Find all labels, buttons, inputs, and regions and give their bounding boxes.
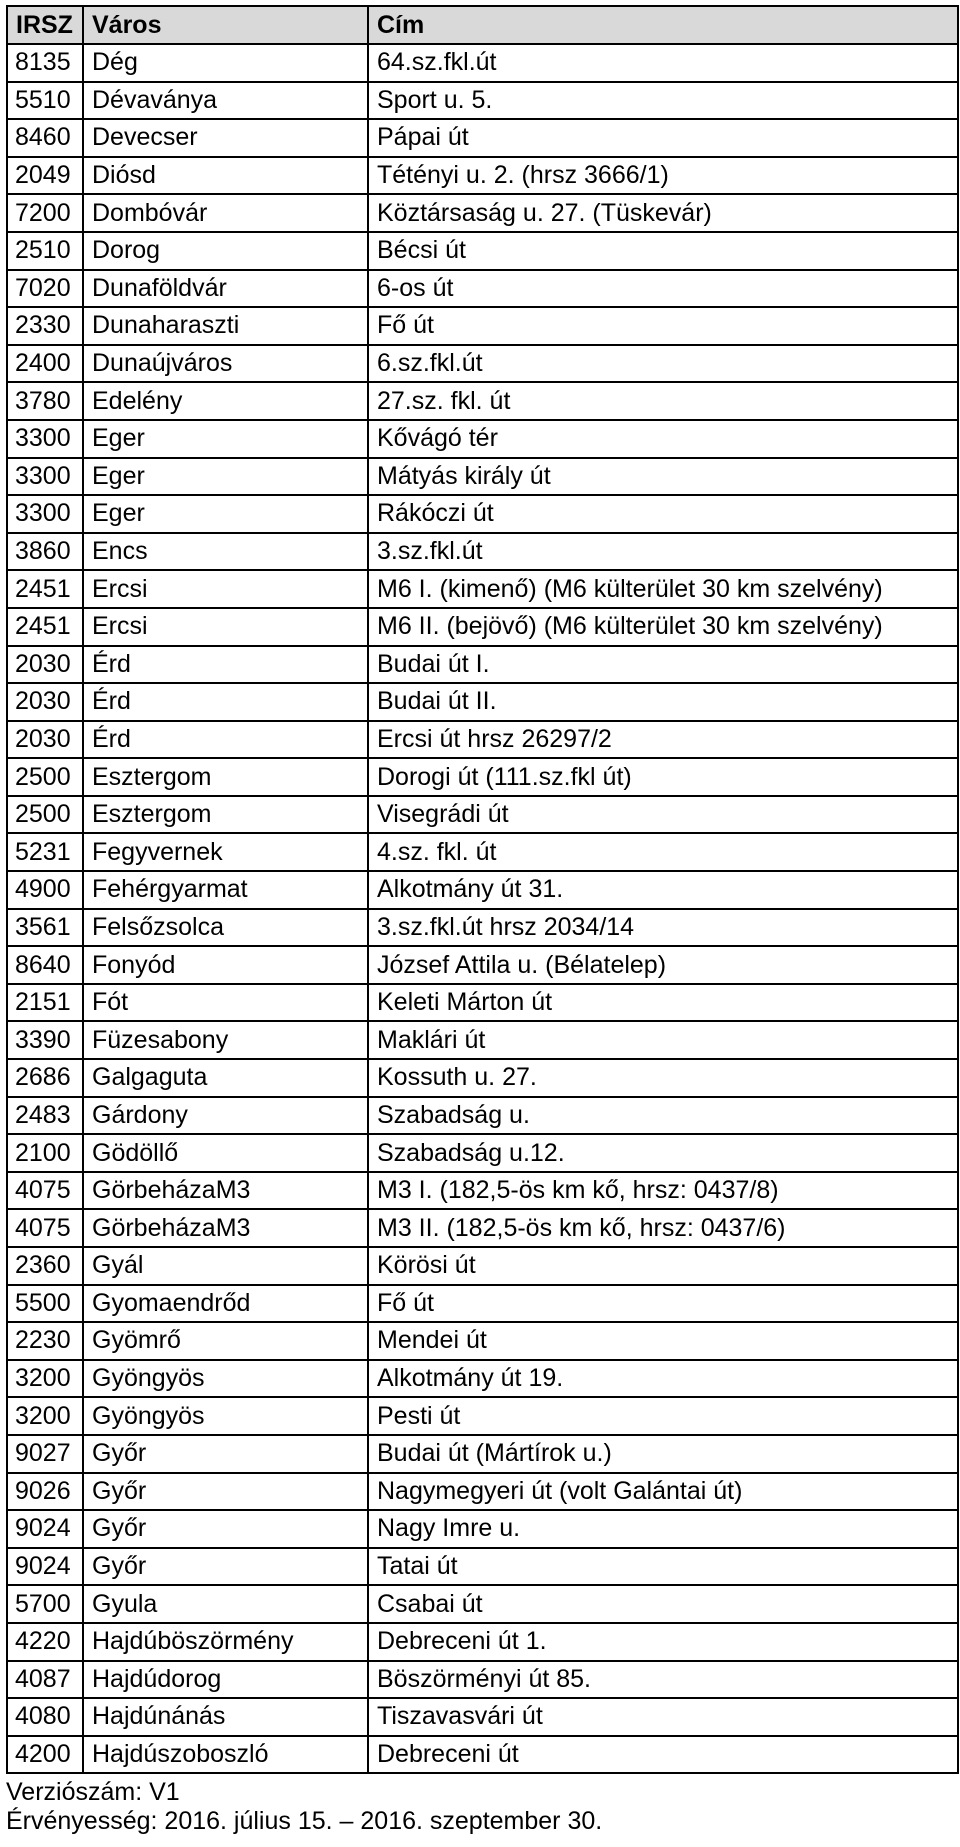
table-row xyxy=(7,1510,958,1548)
irsz-cell: 4075 xyxy=(7,1209,83,1247)
address-cell: Köztársaság u. 27. (Tüskevár) xyxy=(368,194,958,232)
table-row xyxy=(7,1397,958,1435)
city-cell: Fegyvernek xyxy=(83,833,368,871)
address-cell: Bécsi út xyxy=(368,232,958,270)
table-row xyxy=(7,1623,958,1661)
table-row xyxy=(7,1585,958,1623)
city-cell: Gyöngyös xyxy=(83,1360,368,1398)
city-cell: Dorog xyxy=(83,232,368,270)
table-row xyxy=(7,833,958,871)
table-row xyxy=(7,646,958,684)
header-city: Város xyxy=(83,6,368,44)
address-cell: 3.sz.fkl.út hrsz 2034/14 xyxy=(368,909,958,947)
table-row xyxy=(7,721,958,759)
address-cell: Mátyás király út xyxy=(368,458,958,496)
city-cell: Fehérgyarmat xyxy=(83,871,368,909)
irsz-cell: 3300 xyxy=(7,495,83,533)
address-cell: József Attila u. (Bélatelep) xyxy=(368,946,958,984)
table-row xyxy=(7,1097,958,1135)
city-cell: Dég xyxy=(83,44,368,82)
table-row xyxy=(7,1360,958,1398)
address-cell: Sport u. 5. xyxy=(368,82,958,120)
address-cell: M3 I. (182,5-ös km kő, hrsz: 0437/8) xyxy=(368,1172,958,1210)
city-cell: GörbeházaM3 xyxy=(83,1209,368,1247)
irsz-cell: 2151 xyxy=(7,984,83,1022)
irsz-cell: 4900 xyxy=(7,871,83,909)
irsz-cell: 2230 xyxy=(7,1322,83,1360)
address-cell: Budai út II. xyxy=(368,683,958,721)
table-row xyxy=(7,871,958,909)
city-cell: Fót xyxy=(83,984,368,1022)
irsz-cell: 3300 xyxy=(7,458,83,496)
address-cell: Keleti Márton út xyxy=(368,984,958,1022)
table-row xyxy=(7,1209,958,1247)
address-cell: Szabadság u.12. xyxy=(368,1134,958,1172)
city-cell: Dunaújváros xyxy=(83,345,368,383)
table-row xyxy=(7,1548,958,1586)
irsz-cell: 4080 xyxy=(7,1698,83,1736)
address-cell: M6 I. (kimenő) (M6 külterület 30 km szelvény) xyxy=(368,570,958,608)
table-row xyxy=(7,307,958,345)
address-cell: Böszörményi út 85. xyxy=(368,1661,958,1699)
irsz-cell: 3300 xyxy=(7,420,83,458)
city-cell: Eger xyxy=(83,495,368,533)
city-cell: Gyula xyxy=(83,1585,368,1623)
city-cell: Esztergom xyxy=(83,758,368,796)
city-cell: Esztergom xyxy=(83,796,368,834)
city-cell: Galgaguta xyxy=(83,1059,368,1097)
address-cell: 64.sz.fkl.út xyxy=(368,44,958,82)
city-cell: Eger xyxy=(83,420,368,458)
irsz-cell: 4087 xyxy=(7,1661,83,1699)
table-row xyxy=(7,1473,958,1511)
table-row xyxy=(7,533,958,571)
irsz-cell: 3561 xyxy=(7,909,83,947)
table-row xyxy=(7,909,958,947)
address-cell: Alkotmány út 19. xyxy=(368,1360,958,1398)
table-row xyxy=(7,232,958,270)
address-cell: 4.sz. fkl. út xyxy=(368,833,958,871)
table-row xyxy=(7,1172,958,1210)
address-cell: Budai út I. xyxy=(368,646,958,684)
table-row xyxy=(7,458,958,496)
address-cell: Csabai út xyxy=(368,1585,958,1623)
table-row xyxy=(7,82,958,120)
table-row xyxy=(7,157,958,195)
address-cell: Tiszavasvári út xyxy=(368,1698,958,1736)
irsz-cell: 5500 xyxy=(7,1285,83,1323)
table-row xyxy=(7,420,958,458)
table-row xyxy=(7,1247,958,1285)
address-cell: Kővágó tér xyxy=(368,420,958,458)
irsz-cell: 3200 xyxy=(7,1360,83,1398)
city-cell: Fonyód xyxy=(83,946,368,984)
address-cell: Ercsi út hrsz 26297/2 xyxy=(368,721,958,759)
address-cell: Szabadság u. xyxy=(368,1097,958,1135)
city-cell: Diósd xyxy=(83,157,368,195)
address-cell: Fő út xyxy=(368,1285,958,1323)
header-row xyxy=(7,6,958,44)
table-row xyxy=(7,495,958,533)
city-cell: Érd xyxy=(83,721,368,759)
header-address: Cím xyxy=(368,6,958,44)
city-cell: Dunaharaszti xyxy=(83,307,368,345)
irsz-cell: 2030 xyxy=(7,721,83,759)
table-row xyxy=(7,570,958,608)
irsz-cell: 7020 xyxy=(7,270,83,308)
irsz-cell: 9024 xyxy=(7,1510,83,1548)
city-cell: Dévaványa xyxy=(83,82,368,120)
address-cell: Debreceni út xyxy=(368,1736,958,1774)
address-cell: Pápai út xyxy=(368,119,958,157)
table-row xyxy=(7,1661,958,1699)
address-cell: Tatai út xyxy=(368,1548,958,1586)
city-cell: Hajdúböszörmény xyxy=(83,1623,368,1661)
address-cell: Rákóczi út xyxy=(368,495,958,533)
validity-label: Érvényesség: 2016. július 15. – 2016. szeptember 30. xyxy=(6,1807,603,1836)
address-cell: Nagy Imre u. xyxy=(368,1510,958,1548)
document xyxy=(6,5,957,1836)
irsz-cell: 4220 xyxy=(7,1623,83,1661)
irsz-cell: 2360 xyxy=(7,1247,83,1285)
irsz-cell: 5700 xyxy=(7,1585,83,1623)
city-cell: Hajdúszoboszló xyxy=(83,1736,368,1774)
address-cell: Mendei út xyxy=(368,1322,958,1360)
irsz-cell: 2500 xyxy=(7,758,83,796)
city-cell: Gyál xyxy=(83,1247,368,1285)
city-cell: Érd xyxy=(83,683,368,721)
footer xyxy=(6,1778,957,1836)
address-cell: Pesti út xyxy=(368,1397,958,1435)
irsz-cell: 5510 xyxy=(7,82,83,120)
table-row xyxy=(7,984,958,1022)
table-row xyxy=(7,44,958,82)
irsz-cell: 2510 xyxy=(7,232,83,270)
irsz-cell: 5231 xyxy=(7,833,83,871)
address-cell: Dorogi út (111.sz.fkl út) xyxy=(368,758,958,796)
city-cell: Hajdúdorog xyxy=(83,1661,368,1699)
table-row xyxy=(7,1059,958,1097)
table-row xyxy=(7,758,958,796)
city-cell: Edelény xyxy=(83,382,368,420)
city-cell: Devecser xyxy=(83,119,368,157)
table-header xyxy=(7,6,958,44)
irsz-cell: 9026 xyxy=(7,1473,83,1511)
irsz-cell: 2330 xyxy=(7,307,83,345)
irsz-cell: 2500 xyxy=(7,796,83,834)
irsz-cell: 3780 xyxy=(7,382,83,420)
irsz-cell: 4075 xyxy=(7,1172,83,1210)
table-row xyxy=(7,608,958,646)
table-row xyxy=(7,1285,958,1323)
address-cell: 3.sz.fkl.út xyxy=(368,533,958,571)
irsz-cell: 8640 xyxy=(7,946,83,984)
table-row xyxy=(7,194,958,232)
irsz-cell: 2030 xyxy=(7,683,83,721)
address-cell: 27.sz. fkl. út xyxy=(368,382,958,420)
table-row xyxy=(7,1322,958,1360)
irsz-cell: 2483 xyxy=(7,1097,83,1135)
table-row xyxy=(7,1698,958,1736)
address-cell: M3 II. (182,5-ös km kő, hrsz: 0437/6) xyxy=(368,1209,958,1247)
irsz-cell: 2686 xyxy=(7,1059,83,1097)
city-cell: Győr xyxy=(83,1435,368,1473)
city-cell: GörbeházaM3 xyxy=(83,1172,368,1210)
address-cell: 6-os út xyxy=(368,270,958,308)
city-cell: Felsőzsolca xyxy=(83,909,368,947)
irsz-cell: 9024 xyxy=(7,1548,83,1586)
city-cell: Érd xyxy=(83,646,368,684)
table-row xyxy=(7,270,958,308)
table-row xyxy=(7,683,958,721)
address-cell: Nagymegyeri út (volt Galántai út) xyxy=(368,1473,958,1511)
address-cell: M6 II. (bejövő) (M6 külterület 30 km szelvény) xyxy=(368,608,958,646)
irsz-cell: 4200 xyxy=(7,1736,83,1774)
address-cell: Alkotmány út 31. xyxy=(368,871,958,909)
address-cell: Fő út xyxy=(368,307,958,345)
city-cell: Gyömrő xyxy=(83,1322,368,1360)
table-row xyxy=(7,796,958,834)
city-cell: Eger xyxy=(83,458,368,496)
city-cell: Dombóvár xyxy=(83,194,368,232)
table-row xyxy=(7,1736,958,1774)
irsz-cell: 8460 xyxy=(7,119,83,157)
header-irsz: IRSZ xyxy=(7,6,83,44)
table-row xyxy=(7,345,958,383)
irsz-cell: 2100 xyxy=(7,1134,83,1172)
irsz-cell: 3200 xyxy=(7,1397,83,1435)
address-cell: Körösi út xyxy=(368,1247,958,1285)
table-row xyxy=(7,1021,958,1059)
city-cell: Ercsi xyxy=(83,570,368,608)
city-cell: Ercsi xyxy=(83,608,368,646)
city-cell: Encs xyxy=(83,533,368,571)
city-cell: Gyomaendrőd xyxy=(83,1285,368,1323)
table-row xyxy=(7,382,958,420)
table-row xyxy=(7,1134,958,1172)
address-cell: Visegrádi út xyxy=(368,796,958,834)
city-cell: Győr xyxy=(83,1473,368,1511)
address-cell: Maklári út xyxy=(368,1021,958,1059)
address-cell: 6.sz.fkl.út xyxy=(368,345,958,383)
table-row xyxy=(7,119,958,157)
irsz-cell: 2451 xyxy=(7,570,83,608)
city-cell: Dunaföldvár xyxy=(83,270,368,308)
table-row xyxy=(7,1435,958,1473)
irsz-cell: 7200 xyxy=(7,194,83,232)
version-label: Verziószám: V1 xyxy=(6,1778,180,1807)
city-cell: Győr xyxy=(83,1510,368,1548)
irsz-cell: 3390 xyxy=(7,1021,83,1059)
address-table xyxy=(6,5,959,1774)
address-cell: Kossuth u. 27. xyxy=(368,1059,958,1097)
irsz-cell: 2400 xyxy=(7,345,83,383)
table-body xyxy=(7,44,958,1773)
city-cell: Gyöngyös xyxy=(83,1397,368,1435)
address-cell: Tétényi u. 2. (hrsz 3666/1) xyxy=(368,157,958,195)
irsz-cell: 9027 xyxy=(7,1435,83,1473)
city-cell: Füzesabony xyxy=(83,1021,368,1059)
irsz-cell: 2030 xyxy=(7,646,83,684)
address-cell: Budai út (Mártírok u.) xyxy=(368,1435,958,1473)
irsz-cell: 3860 xyxy=(7,533,83,571)
irsz-cell: 2451 xyxy=(7,608,83,646)
city-cell: Gárdony xyxy=(83,1097,368,1135)
table-row xyxy=(7,946,958,984)
irsz-cell: 8135 xyxy=(7,44,83,82)
irsz-cell: 2049 xyxy=(7,157,83,195)
city-cell: Hajdúnánás xyxy=(83,1698,368,1736)
city-cell: Győr xyxy=(83,1548,368,1586)
address-cell: Debreceni út 1. xyxy=(368,1623,958,1661)
city-cell: Gödöllő xyxy=(83,1134,368,1172)
